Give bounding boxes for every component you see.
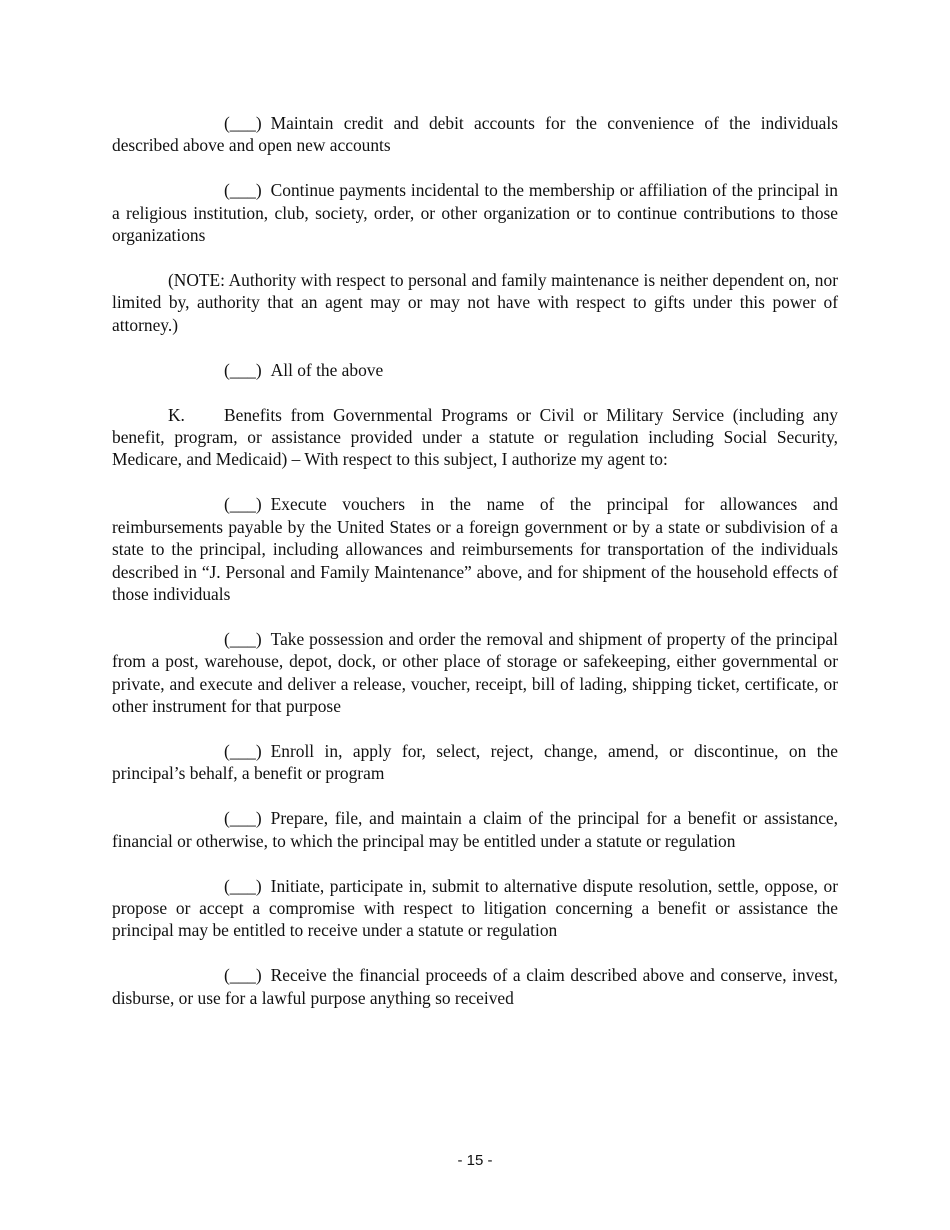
option-text: Enroll in, apply for, select, reject, change, amend, or discontinue, on the principal’s behalf, a benefit or program bbox=[112, 741, 838, 784]
option-text: Take possession and order the removal and shipment of property of the principal from a post, warehouse, depot, dock, or other place of storage or safekeeping, either governmental or private, and execute and deliver a release, voucher, receipt, bill of lading, shipping ticket, certificate, or other instrument for that purpose bbox=[112, 628, 838, 717]
option-continue-payments bbox=[112, 179, 838, 246]
checkbox-blank[interactable]: (___) bbox=[224, 628, 262, 649]
note-paragraph bbox=[112, 269, 838, 336]
option-text: Maintain credit and debit accounts for the convenience of the individuals described above and open new accounts bbox=[112, 113, 838, 156]
section-text: Benefits from Governmental Programs or Civil or Military Service (including any benefit, program, or assistance provided under a statute or regulation including Social Security, Medicare, and Medicaid) – With respect to this subject, I authorize my agent to: bbox=[112, 404, 838, 470]
document-body bbox=[112, 112, 838, 1032]
section-k-heading bbox=[112, 404, 838, 471]
option-enroll bbox=[112, 740, 838, 785]
checkbox-blank[interactable]: (___) bbox=[224, 494, 262, 515]
option-prepare-claim bbox=[112, 807, 838, 852]
section-letter: K. bbox=[168, 404, 185, 425]
page-number: - 15 - bbox=[457, 1152, 493, 1169]
option-maintain-accounts bbox=[112, 112, 838, 157]
checkbox-blank[interactable]: (___) bbox=[224, 113, 262, 133]
note-text: (NOTE: Authority with respect to personal and family maintenance is neither dependent on, nor limited by, authority that an agent may or may not have with respect to gifts under this power of attorney.) bbox=[112, 270, 838, 335]
option-take-possession bbox=[112, 628, 838, 718]
option-text: Initiate, participate in, submit to alternative dispute resolution, settle, oppose, or propose or accept a compromise with respect to litigation concerning a benefit or assistance the principal may be entitled to receive under a statute or regulation bbox=[112, 875, 838, 941]
option-initiate-litigation bbox=[112, 875, 838, 942]
option-all-of-the-above bbox=[112, 359, 838, 381]
option-execute-vouchers bbox=[112, 493, 838, 605]
checkbox-blank[interactable]: (___) bbox=[224, 180, 262, 201]
option-text: Receive the financial proceeds of a claim described above and conserve, invest, disburse, or use for a lawful purpose anything so received bbox=[112, 965, 838, 1008]
option-receive-proceeds bbox=[112, 964, 838, 1009]
option-text: Prepare, file, and maintain a claim of the principal for a benefit or assistance, financial or otherwise, to which the principal may be entitled under a statute or regulation bbox=[112, 808, 838, 851]
option-text: Execute vouchers in the name of the principal for allowances and reimbursements payable by the United States or a foreign government or by a state or subdivision of a state to the principal, including allowances and reimbursements for transportation of the individuals described in “J. Personal and Family Maintenance” above, and for shipment of the household effects of those individuals bbox=[112, 494, 838, 604]
option-text: All of the above bbox=[270, 359, 384, 380]
checkbox-blank[interactable]: (___) bbox=[224, 875, 262, 896]
checkbox-blank[interactable]: (___) bbox=[224, 808, 262, 829]
checkbox-blank[interactable]: (___) bbox=[224, 965, 262, 986]
checkbox-blank[interactable]: (___) bbox=[224, 741, 262, 762]
checkbox-blank[interactable]: (___) bbox=[224, 359, 262, 380]
option-text: Continue payments incidental to the membership or affiliation of the principal in a religious institution, club, society, order, or other organization or to continue contributions to those organizations bbox=[112, 180, 838, 246]
